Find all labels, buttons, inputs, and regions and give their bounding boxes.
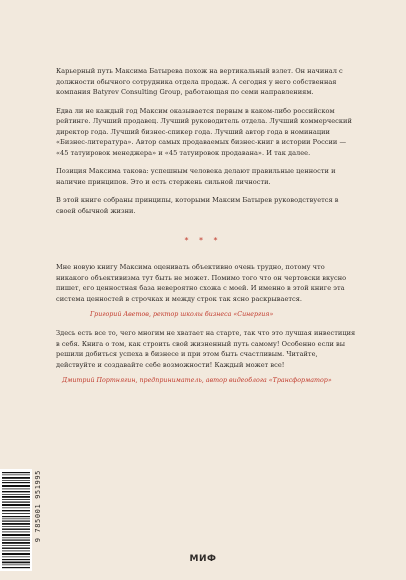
quote-text: Здесь есть все то, чего многим не хватает на старте, так что это лучшая инвестиция в себя. Книга о том, как строить свой жизненный путь самому! Особенно если вы решили добиться успеха в бизнесе и при этом быть счастливым. Читайте, действуйте и создавайте себе возможности! Каждый может все! (56, 329, 356, 369)
intro-paragraph: Едва ли не каждый год Максим оказывается первым в каком-либо российском рейтинге. Лучший продавец. Лучший руководитель отдела. Лучший коммерческий директор года. Лучший бизнес-спикер года. Лучший автор года в номинации «Бизнес-литература». Автор самых продаваемых бизнес-книг в истории России — «45 татуировок менеджера» и «45 татуировок продавана». И так далее. (56, 106, 352, 157)
quote-author: Дмитрий Портнягин, предприниматель, автор видеоблога «Трансформатор» (62, 377, 332, 384)
quote-block (56, 328, 356, 385)
intro-paragraph: Позиция Максима такова: успешным человека делают правильные ценности и наличие принципов. Это и есть стержень сильной личности. (56, 167, 336, 186)
intro-paragraph: Карьерный путь Максима Батырева похож на вертикальный взлет. Он начинал с должности обычного сотрудника отдела продаж. А сегодня у него собственная компания Batyrev Consulting Group, работающая по семи направлениям. (56, 67, 343, 96)
intro-paragraph: В этой книге собраны принципы, которыми Максим Батырев руководствуется в своей обычной жизни. (56, 196, 339, 215)
section-separator: * * * (184, 236, 222, 245)
quote-text: Мне новую книгу Максима оценивать объективно очень трудно, потому что никакого объективизма тут быть не может. Помимо того что он чертовски вкусно пишет, его ценностная база невероятно схожа с моей. И именно в этой книге эта система ценностей в строчках и между строк так ясно раскрывается. (56, 263, 347, 303)
quote-author: Григорий Аветов, ректор школы бизнеса «Синергия» (90, 311, 274, 318)
intro-section (56, 66, 356, 216)
isbn-number: 9 785001 951995 (34, 470, 42, 543)
publisher-logo: МИФ (189, 554, 217, 564)
quote-block (56, 262, 356, 319)
